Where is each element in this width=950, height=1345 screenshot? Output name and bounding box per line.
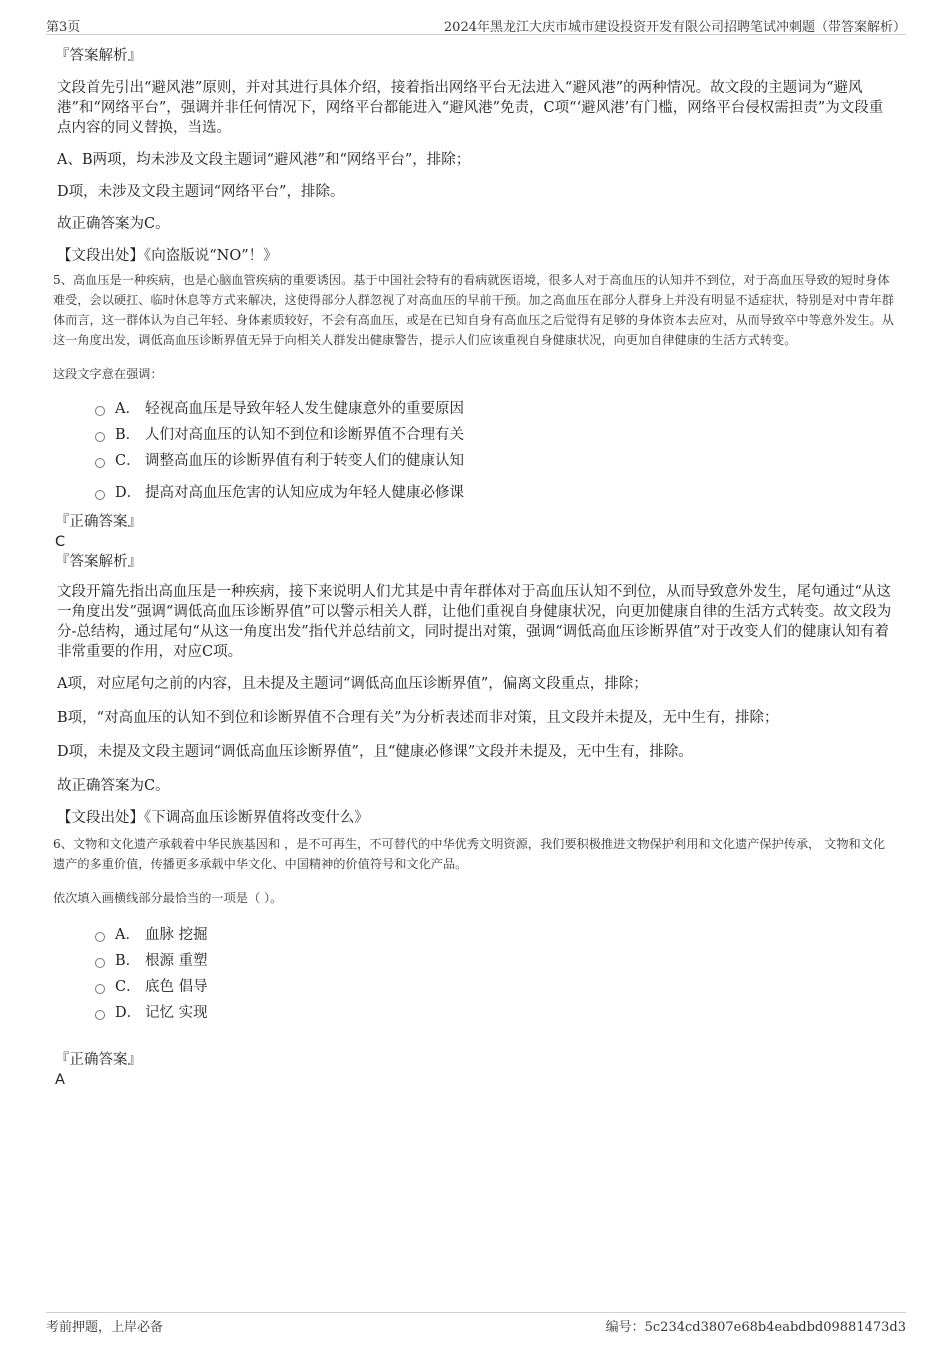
q5-analysis-label: 『答案解析』 bbox=[55, 554, 142, 570]
radio-icon[interactable] bbox=[95, 432, 105, 442]
footer-code: 编号：5c234cd3807e68b4eabdbd09881473d3 bbox=[605, 1320, 906, 1335]
q6-stem: 6、文物和文化遗产承载着中华民族基因和 ，是不可再生，不可替代的中华优秀文明资源，我们要积极推进文物保护利用和文化遗产保护传承， 文物和文化遗产的多重价值，传播更多承载中华文化、中国精神的价值符号和文化产品。 bbox=[53, 837, 886, 871]
option-letter: A． bbox=[115, 401, 140, 417]
footer-slogan: 考前押题，上岸必备 bbox=[46, 1320, 164, 1335]
q5-source: 【文段出处】《下调高血压诊断界值将改变什么》 bbox=[57, 810, 369, 826]
page-header bbox=[46, 14, 906, 35]
option-letter: C． bbox=[115, 979, 141, 995]
q6-option-d[interactable] bbox=[95, 1000, 897, 1026]
option-text: 提高对高血压危害的认知应成为年轻人健康必修课 bbox=[145, 485, 464, 501]
page-footer bbox=[46, 1312, 906, 1333]
option-letter: C． bbox=[115, 453, 141, 469]
q6-option-c[interactable] bbox=[95, 974, 897, 1000]
option-text: 根源 重塑 bbox=[145, 953, 208, 969]
radio-icon[interactable] bbox=[95, 958, 105, 968]
q4-analysis-ab: A、B两项，均未涉及文段主题词“避风港”和“网络平台”，排除； bbox=[57, 152, 471, 168]
option-text: 记忆 实现 bbox=[145, 1005, 208, 1021]
option-letter: B． bbox=[115, 953, 141, 969]
q5-options bbox=[95, 396, 897, 506]
q4-analysis-d: D项，未涉及文段主题词“网络平台”，排除。 bbox=[57, 184, 345, 200]
radio-icon[interactable] bbox=[95, 1010, 105, 1020]
page-content bbox=[55, 46, 897, 1090]
option-letter: A． bbox=[115, 927, 140, 943]
q6-question: 依次填入画横线部分最恰当的一项是（ ）。 bbox=[53, 891, 283, 905]
q5-analysis-text: 文段开篇先指出高血压是一种疾病，接下来说明人们尤其是中青年群体对于高血压认知不到位，从而导致意外发生，尾句通过“从这一角度出发”强调“调低高血压诊断界值”可以警示相关人群，让他们重视自身健康状况，向更加健康自律的生活方式转变。故文段为分-总结构，通过尾句“从这一角度出发”指代并总结前文，同时提出对策，强调“调低高血压诊断界值”对于改变人们的健康认知有着非常重要的作用，对应C项。 bbox=[57, 584, 892, 660]
q5-question: 这段文字意在强调： bbox=[53, 367, 163, 381]
option-letter: B． bbox=[115, 427, 141, 443]
radio-icon[interactable] bbox=[95, 932, 105, 942]
q5-answer-label: 『正确答案』 bbox=[55, 514, 142, 530]
radio-icon[interactable] bbox=[95, 458, 105, 468]
q4-analysis-text: 文段首先引出“避风港”原则，并对其进行具体介绍，接着指出网络平台无法进入“避风港”的两种情况。故文段的主题词为“避风港”和“网络平台”，强调并非任何情况下，网络平台都能进入“避风港”免责，C项“‘避风港’有门槛，网络平台侵权需担责”为文段重点内容的同义替换，当选。 bbox=[57, 80, 884, 136]
q5-option-b[interactable] bbox=[95, 422, 897, 448]
option-letter: D． bbox=[115, 1005, 142, 1021]
radio-icon[interactable] bbox=[95, 984, 105, 994]
q4-source: 【文段出处】《向盗版说“NO”！》 bbox=[57, 248, 278, 264]
q5-conclusion: 故正确答案为C。 bbox=[57, 778, 170, 794]
page-number: 第3页 bbox=[46, 20, 81, 35]
q4-conclusion: 故正确答案为C。 bbox=[57, 216, 170, 232]
q5-analysis-b: B项，“对高血压的认知不到位和诊断界值不合理有关”为分析表述而非对策，且文段并未提及，无中生有，排除； bbox=[57, 710, 779, 726]
option-text: 人们对高血压的认知不到位和诊断界值不合理有关 bbox=[145, 427, 464, 443]
q5-option-d[interactable] bbox=[95, 480, 897, 506]
option-letter: D． bbox=[115, 485, 142, 501]
q5-option-a[interactable] bbox=[95, 396, 897, 422]
option-text: 轻视高血压是导致年轻人发生健康意外的重要原因 bbox=[145, 401, 464, 417]
q6-option-b[interactable] bbox=[95, 948, 897, 974]
document-title: 2024年黑龙江大庆市城市建设投资开发有限公司招聘笔试冲刺题（带答案解析） bbox=[443, 20, 906, 35]
q5-stem: 5、高血压是一种疾病，也是心脑血管疾病的重要诱因。基于中国社会特有的看病就医语境，很多人对于高血压的认知并不到位，对于高血压导致的短时身体难受，会以硬扛、临时休息等方式来解决，这使得部分人群忽视了对高血压的早前干预。加之高血压在部分人群身上并没有明显不适症状，特别是对中青年群体而言，这一群体认为自己年轻、身体素质较好，不会有高血压，或是在已知自身有高血压之后觉得有足够的身体资本去应对，从而导致卒中等意外发生。从这一角度出发，调低高血压诊断界值无异于向相关人群发出健康警告，提示人们应该重视自身健康状况，向更加自律健康的生活方式转变。 bbox=[53, 273, 894, 347]
q6-answer: A bbox=[55, 1072, 65, 1088]
option-text: 血脉 挖掘 bbox=[145, 927, 208, 943]
q6-answer-label: 『正确答案』 bbox=[55, 1052, 142, 1068]
option-text: 调整高血压的诊断界值有利于转变人们的健康认知 bbox=[145, 453, 464, 469]
q6-options bbox=[95, 922, 897, 1026]
q6-option-a[interactable] bbox=[95, 922, 897, 948]
q5-answer: C bbox=[55, 534, 66, 550]
option-text: 底色 倡导 bbox=[145, 979, 208, 995]
q5-analysis-a: A项，对应尾句之前的内容，且未提及主题词“调低高血压诊断界值”，偏离文段重点，排除； bbox=[57, 676, 648, 692]
radio-icon[interactable] bbox=[95, 490, 105, 500]
radio-icon[interactable] bbox=[95, 406, 105, 416]
q5-analysis-d: D项，未提及文段主题词“调低高血压诊断界值”，且“健康必修课”文段并未提及，无中生有，排除。 bbox=[57, 744, 693, 760]
q5-option-c[interactable] bbox=[95, 448, 897, 474]
q4-analysis-label: 『答案解析』 bbox=[55, 48, 142, 64]
